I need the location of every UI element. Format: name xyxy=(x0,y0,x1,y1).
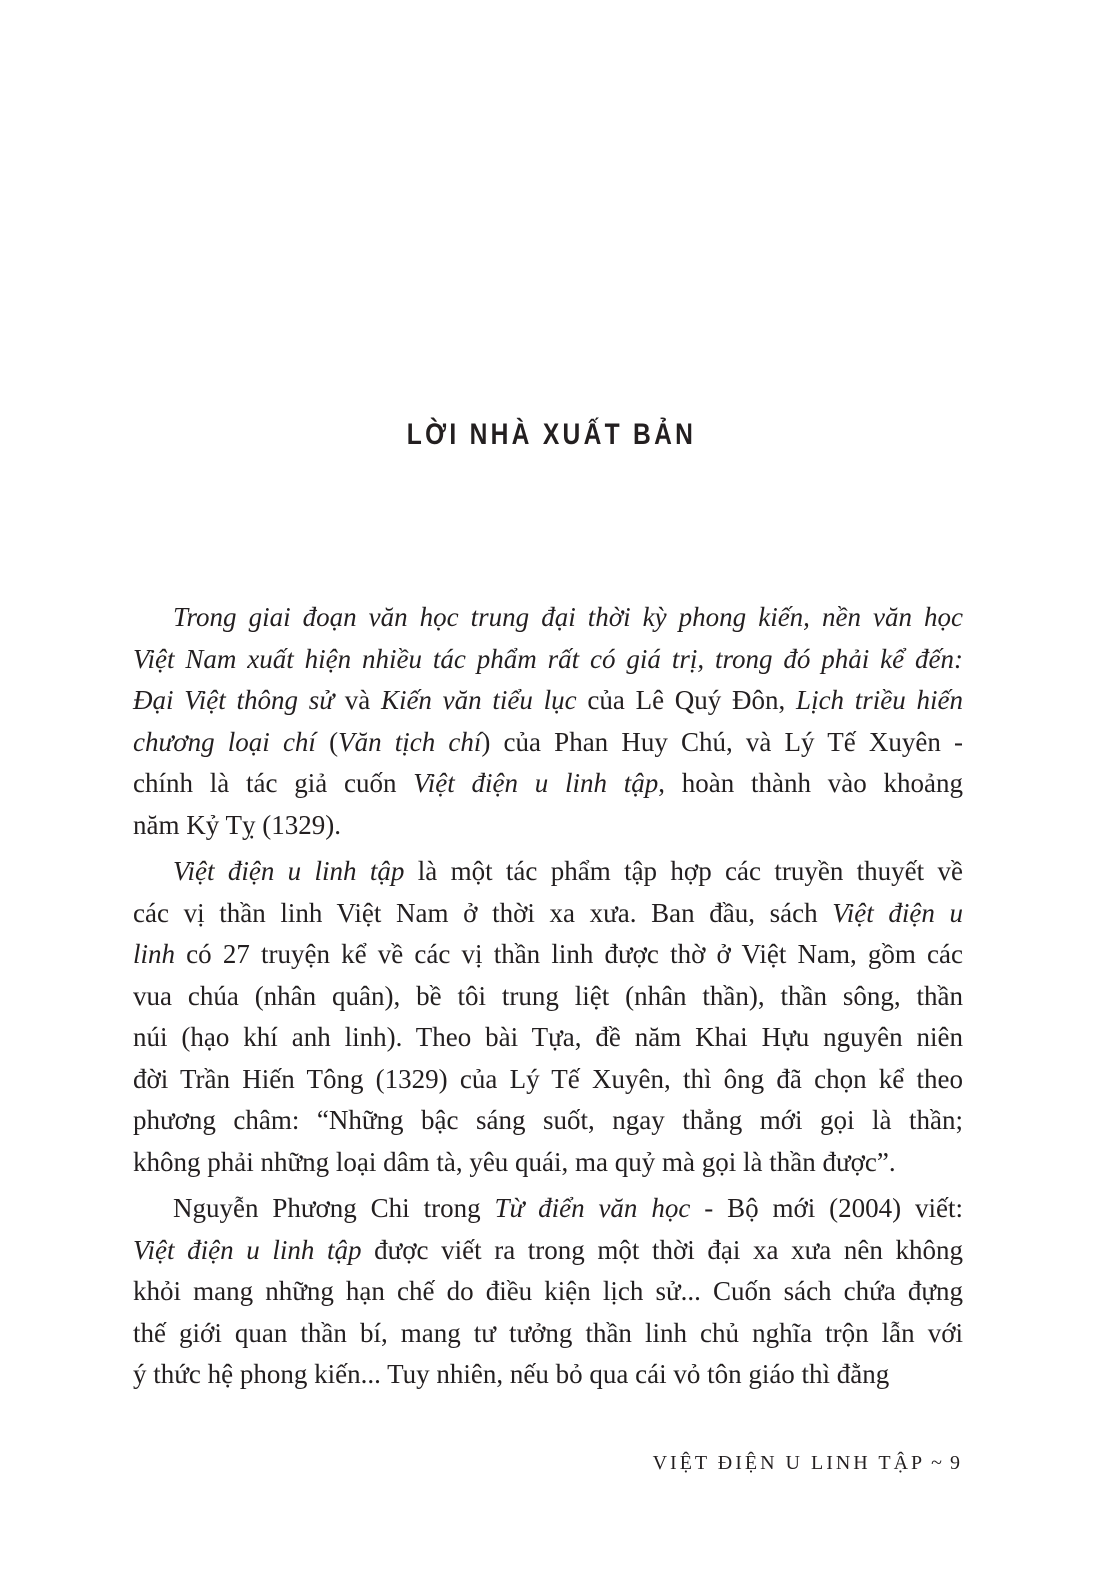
paragraph xyxy=(133,1188,963,1396)
text-line xyxy=(133,639,963,681)
text-segment: của Lê Quý Đôn, xyxy=(576,685,797,715)
paragraph xyxy=(133,597,963,846)
italic-text: Lịch triều hiến xyxy=(796,685,964,715)
tilde-ornament-icon: ~ xyxy=(931,1452,942,1474)
text-line xyxy=(133,680,963,722)
text-segment: ý thức hệ phong kiến... Tuy nhiên, nếu bỏ qua cái vỏ tôn giáo thì đằng xyxy=(133,1359,890,1389)
text-line xyxy=(133,934,963,976)
italic-text: Việt điện u xyxy=(832,897,963,928)
text-segment: phương châm: “Những bậc sáng suốt, ngay thẳng mới gọi là thần; xyxy=(133,1105,963,1135)
text-segment: chính là tác giả cuốn xyxy=(133,768,414,798)
text-segment: được viết ra trong một thời đại xa xưa nên không xyxy=(361,1234,963,1265)
italic-text: Đại Việt thông sử xyxy=(133,685,334,715)
text-segment: không phải những loại dâm tà, yêu quái, ma quỷ mà gọi là thần được”. xyxy=(133,1146,896,1177)
footer-book-title: VIỆT ĐIỆN U LINH TẬP xyxy=(652,1452,926,1474)
text-line xyxy=(133,893,963,935)
text-line xyxy=(133,1230,963,1272)
italic-text: Văn tịch chí xyxy=(338,726,482,757)
text-segment: vua chúa (nhân quân), bề tôi trung liệt (nhân thần), thần sông, thần xyxy=(133,980,963,1011)
text-line xyxy=(133,1059,963,1101)
running-footer xyxy=(653,1452,963,1475)
italic-text: Việt điện u linh tập xyxy=(173,856,405,886)
italic-text: Trong giai đoạn văn học trung đại thời kỳ phong kiến, nền văn học xyxy=(173,602,963,632)
italic-text: Việt điện u linh tập xyxy=(413,768,659,798)
text-line xyxy=(133,1313,963,1355)
text-segment: - Bộ mới (2004) viết: xyxy=(690,1193,963,1223)
text-segment: Nguyễn Phương Chi trong xyxy=(173,1193,495,1223)
text-segment: là một tác phẩm tập hợp các truyền thuyết về xyxy=(404,856,963,886)
text-segment: ( xyxy=(315,726,339,757)
text-line xyxy=(133,763,963,805)
text-line xyxy=(133,1100,963,1142)
text-segment: núi (hạo khí anh linh). Theo bài Tựa, đề năm Khai Hựu nguyên niên xyxy=(133,1022,963,1052)
italic-text: Việt điện u linh tập xyxy=(133,1234,362,1265)
text-segment: có 27 truyện kể về các vị thần linh được thờ ở Việt Nam, gồm các xyxy=(175,939,963,969)
text-segment: ) của Phan Huy Chú, và Lý Tế Xuyên - xyxy=(481,726,964,757)
text-line xyxy=(133,851,963,893)
text-line xyxy=(133,976,963,1018)
text-line xyxy=(133,1142,963,1184)
text-segment: thế giới quan thần bí, mang tư tưởng thần linh chủ nghĩa trộn lẫn với xyxy=(133,1317,963,1348)
text-line xyxy=(133,1354,963,1396)
text-line xyxy=(133,1188,963,1230)
text-line xyxy=(133,1017,963,1059)
text-segment: các vị thần linh Việt Nam ở thời xa xưa. Ban đầu, sách xyxy=(133,897,833,928)
text-line xyxy=(133,1271,963,1313)
paragraph xyxy=(133,851,963,1183)
text-segment: năm Kỷ Tỵ (1329). xyxy=(133,809,341,840)
page-number: 9 xyxy=(950,1452,963,1474)
text-segment: và xyxy=(333,685,381,715)
italic-text: Từ điển văn học xyxy=(494,1193,691,1223)
italic-text: linh xyxy=(133,939,176,969)
text-segment: khỏi mang những hạn chế do điều kiện lịch sử... Cuốn sách chứa đựng xyxy=(133,1276,963,1306)
page-title: LỜI NHÀ XUẤT BẢN xyxy=(406,418,697,451)
text-line xyxy=(133,805,963,847)
italic-text: chương loại chí xyxy=(133,726,316,757)
italic-text: Kiến văn tiểu lục xyxy=(380,685,577,715)
text-segment: đời Trần Hiến Tông (1329) của Lý Tế Xuyên, thì ông đã chọn kể theo xyxy=(133,1063,963,1094)
text-line xyxy=(133,722,963,764)
italic-text: Việt Nam xuất hiện nhiều tác phẩm rất có giá trị, trong đó phải kể đến: xyxy=(133,643,963,674)
body-text xyxy=(133,597,963,1401)
text-line xyxy=(133,597,963,639)
text-segment: , hoàn thành vào khoảng xyxy=(658,768,964,798)
